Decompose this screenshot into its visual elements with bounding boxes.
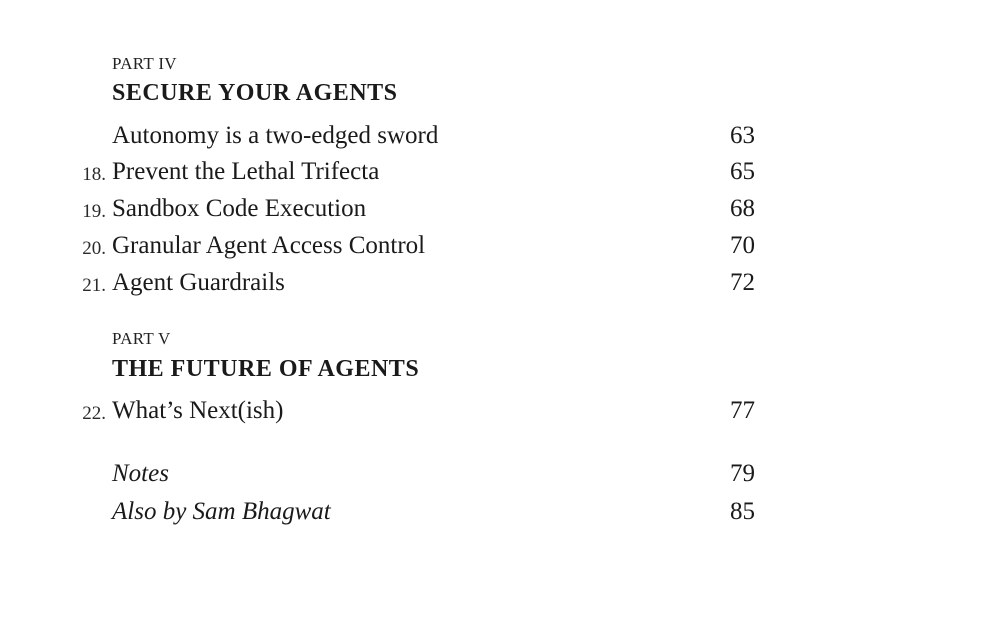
page-number: 68 [730, 195, 755, 222]
chapter-title: Agent Guardrails [112, 269, 285, 296]
back-matter-title: Also by Sam Bhagwat [112, 498, 331, 525]
chapter-number: 21. [82, 275, 106, 296]
chapter-number: 20. [82, 238, 106, 259]
chapter-title: Autonomy is a two-edged sword [112, 122, 439, 149]
back-matter-title: Notes [112, 460, 169, 487]
part-label: PART V [112, 329, 171, 348]
part-label: PART IV [112, 54, 177, 73]
chapter-number: 22. [82, 403, 106, 424]
part-title: THE FUTURE OF AGENTS [112, 356, 420, 382]
chapter-title: What’s Next(ish) [112, 397, 284, 424]
page-number: 77 [730, 397, 755, 424]
chapter-title: Granular Agent Access Control [112, 232, 426, 259]
part-title: SECURE YOUR AGENTS [112, 80, 398, 106]
page-number: 63 [730, 122, 755, 149]
page-number: 70 [730, 232, 755, 259]
chapter-number: 19. [82, 201, 106, 222]
page-number: 85 [730, 498, 755, 525]
chapter-title: Prevent the Lethal Trifecta [112, 158, 380, 185]
page-number: 65 [730, 158, 755, 185]
page-number: 79 [730, 460, 755, 487]
page-number: 72 [730, 269, 755, 296]
chapter-title: Sandbox Code Execution [112, 195, 367, 222]
chapter-number: 18. [82, 164, 106, 185]
